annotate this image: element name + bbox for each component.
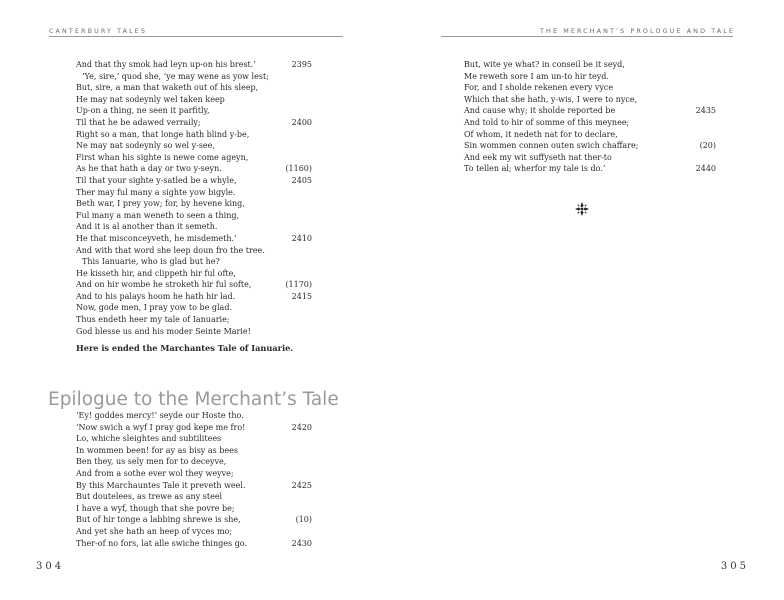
- verse-text: In wommen been! for ay as bisy as bees: [76, 445, 238, 455]
- verse-text: And it is al another than it semeth.: [76, 222, 218, 232]
- verse-line: [76, 152, 312, 164]
- verse-line: [76, 410, 312, 422]
- verse-line: [464, 152, 716, 164]
- verse-text: Now, gode men, I pray yow to be glad.: [76, 303, 232, 313]
- verse-line: [464, 117, 716, 129]
- verse-line: [76, 140, 312, 152]
- verse-text: Lo, whiche sleightes and subtilitees: [76, 434, 222, 444]
- verse-text: And told to hir of somme of this meynee;: [464, 117, 630, 127]
- verse-line: [76, 480, 312, 492]
- verse-text: First whan his sighte is newe come ageyn,: [76, 152, 249, 162]
- verse-text: But doutelees, as trewe as any steel: [76, 492, 223, 502]
- verse-line: [76, 198, 312, 210]
- verse-line: [76, 445, 312, 457]
- line-number: (20): [699, 141, 716, 151]
- running-head: CANTERBURY TALES: [49, 27, 148, 35]
- verse-text: Ful many a man weneth to seen a thing,: [76, 210, 240, 220]
- verse-text: Ne may nat sodeynly so wel y-see,: [76, 141, 215, 151]
- verse-line: [76, 59, 312, 71]
- verse-text: And that thy smok had leyn up-on his brest.’: [76, 60, 256, 69]
- line-number: 2405: [291, 175, 312, 185]
- line-number: 2420: [291, 422, 312, 432]
- verse-line: [464, 105, 716, 117]
- verse-line: [76, 245, 312, 257]
- verse-line: [76, 291, 312, 303]
- right-page: [392, 0, 784, 600]
- verse-line: [76, 302, 312, 314]
- verse-text: And with that word she leep doun fro the tree.: [76, 245, 265, 255]
- verse-text: By this Marchauntes Tale it preveth weel.: [76, 480, 246, 490]
- verse-line: [76, 221, 312, 233]
- section-heading: Epilogue to the Merchant’s Tale: [48, 389, 339, 411]
- verse-text: To tellen al; wherfor my tale is do.’: [464, 164, 606, 174]
- verse-line: [76, 175, 312, 187]
- verse-line: [76, 468, 312, 480]
- verse-text: Beth war, I prey yow; for, by hevene king,: [76, 199, 245, 209]
- verse-line: [76, 82, 312, 94]
- verse-line: [76, 422, 312, 434]
- verse-text: And to his palays hoom he hath hir lad.: [76, 291, 236, 301]
- verse-text: This Ianuarie, who is glad but he?: [82, 257, 220, 267]
- verse-line: [76, 538, 312, 550]
- header-rule: [49, 36, 343, 37]
- page-number: 304: [36, 561, 65, 572]
- verse-text: Ther-of no fors, lat alle swiche thinges go.: [76, 538, 247, 548]
- verse-text: And from a sothe ever wol they weyve;: [76, 468, 234, 478]
- verse-text: He that misconceyveth, he misdemeth.’: [76, 233, 237, 243]
- explicit-line: Here is ended the Marchantes Tale of Ianuarie.: [76, 343, 294, 353]
- verse-text: Of whom, it nedeth nat for to declare,: [464, 129, 618, 139]
- verse-text: Til that he be adawed verraily;: [76, 117, 201, 127]
- verse-line: [76, 526, 312, 538]
- verse-line: [76, 314, 312, 326]
- verse-line: [464, 59, 716, 71]
- verse-line: [464, 94, 716, 106]
- verse-text: For, and I sholde rekenen every vyce: [464, 83, 614, 93]
- verse-text: Me reweth sore I am un-to hir teyd.: [464, 71, 609, 81]
- verse-text: He may nat sodeynly wel taken keep: [76, 94, 225, 104]
- verse-text: And eek my wit suffyseth nat ther-to: [464, 152, 612, 162]
- verse-block-right: [464, 59, 716, 175]
- verse-line: [76, 279, 312, 291]
- verse-block-tale-end: [76, 59, 312, 337]
- verse-line: [76, 433, 312, 445]
- verse-line: [76, 71, 312, 83]
- verse-text: Ben they, us sely men for to deceyve,: [76, 457, 227, 467]
- line-number: 2395: [291, 60, 312, 69]
- verse-line: [76, 256, 312, 268]
- line-number: 2410: [291, 233, 312, 243]
- verse-line: [464, 82, 716, 94]
- verse-text: Sin wommen connen outen swich chaffare;: [464, 141, 639, 151]
- header-rule: [441, 36, 733, 37]
- verse-line: [76, 163, 312, 175]
- line-number: 2435: [695, 106, 716, 116]
- verse-line: [76, 514, 312, 526]
- page-number: 305: [720, 561, 749, 572]
- fleuron-icon: [574, 201, 590, 217]
- verse-text: But of hir tonge a labbing shrewe is she,: [76, 515, 241, 525]
- verse-line: [464, 163, 716, 175]
- line-number: (1170): [285, 280, 312, 290]
- verse-line: [76, 326, 312, 338]
- line-number: (1160): [285, 164, 312, 174]
- line-number: 2425: [291, 480, 312, 490]
- verse-text: As he that hath a day or two y-seyn.: [76, 164, 222, 174]
- verse-text: Up-on a thing, ne seen it parfitly,: [76, 106, 210, 116]
- line-number: 2430: [291, 538, 312, 548]
- verse-line: [76, 456, 312, 468]
- verse-line: [76, 503, 312, 515]
- verse-line: [76, 233, 312, 245]
- verse-text: I have a wyf, though that she povre be;: [76, 503, 235, 513]
- verse-text: And cause why; it sholde reported be: [464, 106, 616, 116]
- verse-line: [76, 105, 312, 117]
- verse-text: And yet she hath an heep of vyces mo;: [76, 526, 233, 536]
- line-number: 2415: [291, 291, 312, 301]
- verse-text: And on hir wombe he stroketh hir ful softe,: [76, 280, 252, 290]
- verse-line: [464, 71, 716, 83]
- verse-text: ‘Ye, sire,’ quod she, ‘ye may wene as yow lest;: [82, 71, 269, 81]
- line-number: (10): [295, 515, 312, 525]
- verse-text: But, wite ye what? in conseil be it seyd,: [464, 60, 625, 69]
- verse-line: [76, 94, 312, 106]
- verse-line: [76, 210, 312, 222]
- verse-text: He kisseth hir, and clippeth hir ful ofte,: [76, 268, 236, 278]
- verse-text: Til that your sighte y-satled be a whyle,: [76, 175, 237, 185]
- verse-text: Which that she hath, y-wis, I were to nyce,: [464, 94, 638, 104]
- verse-text: Thus endeth heer my tale of Ianuarie;: [76, 315, 230, 325]
- verse-block-epilogue: [76, 410, 312, 549]
- verse-line: [464, 140, 716, 152]
- verse-line: [76, 187, 312, 199]
- running-head: THE MERCHANT’S PROLOGUE AND TALE: [540, 27, 735, 35]
- line-number: 2440: [695, 164, 716, 174]
- verse-text: Ther may ful many a sighte yow bigyle.: [76, 187, 236, 197]
- verse-text: But, sire, a man that waketh out of his sleep,: [76, 83, 259, 93]
- verse-line: [76, 491, 312, 503]
- verse-text: ‘Ey! goddes mercy!’ seyde our Hoste tho.: [76, 411, 244, 420]
- verse-text: ‘Now swich a wyf I pray god kepe me fro!: [76, 422, 246, 432]
- verse-line: [76, 268, 312, 280]
- verse-line: [76, 129, 312, 141]
- line-number: 2400: [291, 117, 312, 127]
- verse-text: God blesse us and his moder Seinte Marie!: [76, 326, 251, 336]
- verse-line: [76, 117, 312, 129]
- verse-text: Right so a man, that longe hath blind y-be,: [76, 129, 250, 139]
- verse-line: [464, 129, 716, 141]
